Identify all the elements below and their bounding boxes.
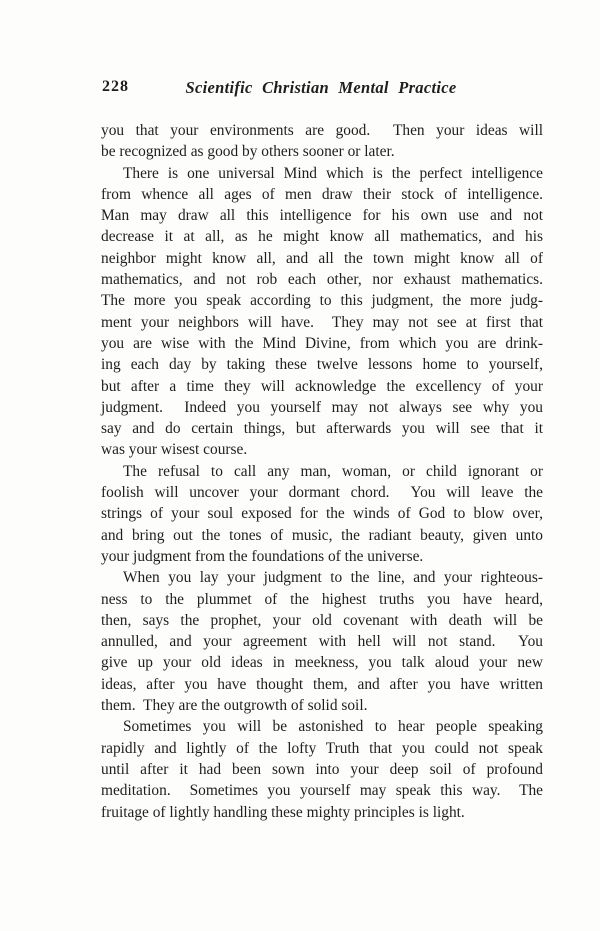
text-line: but after a time they will acknowledge the excellency of your xyxy=(101,377,543,395)
text-line: from whence all ages of men draw their stock of intelligence. xyxy=(101,185,543,203)
text-line: neighbor might know all, and all the town might know all of xyxy=(101,249,543,267)
text-line: until after it had been sown into your deep soil of profound xyxy=(101,760,543,778)
text-line: foolish will uncover your dormant chord. You will leave the xyxy=(101,484,543,502)
text-line: When you lay your judgment to the line, and your righteous- xyxy=(123,569,543,587)
text-line: Sometimes you will be astonished to hear people speaking xyxy=(123,718,543,736)
running-header xyxy=(100,78,542,100)
text-line: fruitage of lightly handling these mighty principles is light. xyxy=(101,803,465,821)
page-number: 228 xyxy=(102,78,129,95)
text-line: and bring out the tones of music, the radiant beauty, given unto xyxy=(101,526,543,544)
running-title: Scientific Christian Mental Practice xyxy=(185,78,457,97)
text-line: say and do certain things, but afterwards you will see that it xyxy=(101,420,543,438)
text-line: judgment. Indeed you yourself may not always see why you xyxy=(101,398,543,416)
text-line: The refusal to call any man, woman, or child ignorant or xyxy=(123,462,543,480)
text-line: meditation. Sometimes you yourself may speak this way. The xyxy=(101,782,543,800)
text-line: decrease it at all, as he might know all mathematics, and his xyxy=(101,228,543,246)
text-line: rapidly and lightly of the lofty Truth that you could not speak xyxy=(101,739,543,757)
text-line: ment your neighbors will have. They may not see at first that xyxy=(101,313,543,331)
text-line: The more you speak according to this judgment, the more judg- xyxy=(101,292,543,310)
text-line: ideas, after you have thought them, and after you have written xyxy=(101,675,543,693)
text-line: then, says the prophet, your old covenant with death will be xyxy=(101,611,543,629)
text-line: you that your environments are good. Then your ideas will xyxy=(101,122,543,139)
text-line: mathematics, and not rob each other, nor exhaust mathematics. xyxy=(101,271,543,289)
text-line: your judgment from the foundations of the universe. xyxy=(101,547,424,565)
text-line: annulled, and your agreement with hell will not stand. You xyxy=(101,633,543,651)
text-line: give up your old ideas in meekness, you talk aloud your new xyxy=(101,654,543,672)
text-line: Man may draw all this intelligence for his own use and not xyxy=(101,207,543,225)
text-line: was your wisest course. xyxy=(101,441,248,459)
text-line: ing each day by taking these twelve lessons home to yourself, xyxy=(101,356,543,374)
text-line: There is one universal Mind which is the perfect intelligence xyxy=(123,164,543,182)
text-line: be recognized as good by others sooner or later. xyxy=(101,143,395,161)
text-line: strings of your soul exposed for the winds of God to blow over, xyxy=(101,505,543,523)
text-line: ness to the plummet of the highest truths you have heard, xyxy=(101,590,543,608)
body-text xyxy=(101,120,543,823)
text-line: them. They are the outgrowth of solid soil. xyxy=(101,697,368,715)
text-line: you are wise with the Mind Divine, from which you are drink- xyxy=(101,334,543,352)
